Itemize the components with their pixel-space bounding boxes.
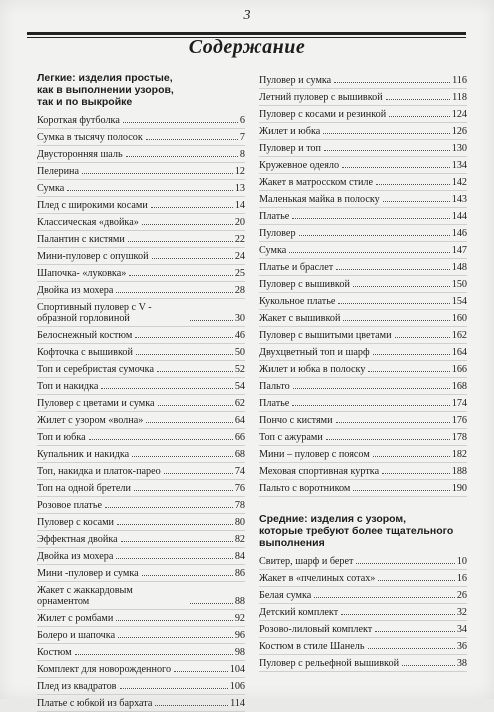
toc-entry[interactable] xyxy=(37,695,245,712)
toc-entry-page: 182 xyxy=(451,449,467,460)
dot-leader xyxy=(142,575,233,576)
toc-entry[interactable] xyxy=(37,678,245,695)
toc-entry[interactable] xyxy=(259,553,467,570)
toc-entry-title: Пальто xyxy=(259,381,290,392)
toc-entry[interactable] xyxy=(259,293,467,310)
toc-entry-page: 28 xyxy=(234,285,245,296)
dot-leader xyxy=(146,422,232,423)
toc-entry[interactable] xyxy=(259,140,467,157)
dot-leader xyxy=(132,456,233,457)
toc-entry-page: 34 xyxy=(456,624,467,635)
toc-entry-page: 12 xyxy=(234,166,245,177)
toc-entry-title: Жилет и юбка в полоску xyxy=(259,364,366,375)
toc-entry-page: 106 xyxy=(229,681,245,692)
dot-leader xyxy=(151,207,233,208)
page-number: 3 xyxy=(243,8,251,23)
toc-entry[interactable] xyxy=(37,548,245,565)
toc-list-medium xyxy=(259,553,467,672)
toc-entry-page: 62 xyxy=(234,398,245,409)
dot-leader xyxy=(368,371,449,372)
toc-entry-title: Жакет с вышивкой xyxy=(259,313,341,324)
toc-entry[interactable] xyxy=(37,361,245,378)
toc-entry-page: 96 xyxy=(234,630,245,641)
toc-list-easy-continued xyxy=(259,72,467,497)
toc-entry-page: 92 xyxy=(234,613,245,624)
toc-entry[interactable] xyxy=(37,163,245,180)
toc-entry[interactable] xyxy=(37,231,245,248)
toc-entry-title: Эффектная двойка xyxy=(37,534,118,545)
toc-entry[interactable] xyxy=(37,565,245,582)
toc-entry[interactable] xyxy=(37,344,245,361)
dot-leader xyxy=(82,173,233,174)
toc-entry[interactable] xyxy=(37,248,245,265)
toc-entry[interactable] xyxy=(259,259,467,276)
toc-entry-title: Пуловер с рельефной вышивкой xyxy=(259,658,400,669)
toc-entry-title: Мини -пуловер и сумка xyxy=(37,568,139,579)
dot-leader xyxy=(129,275,232,276)
dot-leader xyxy=(174,671,228,672)
toc-entry[interactable] xyxy=(37,480,245,497)
dot-leader xyxy=(376,184,450,185)
toc-entry-page: 14 xyxy=(234,200,245,211)
dot-leader xyxy=(378,580,454,581)
dot-leader xyxy=(105,507,233,508)
dot-leader xyxy=(343,320,449,321)
toc-entry-title: Пуловер и сумка xyxy=(259,75,332,86)
toc-entry-page: 25 xyxy=(234,268,245,279)
toc-entry[interactable] xyxy=(259,327,467,344)
toc-column-right xyxy=(259,72,467,672)
dot-leader xyxy=(395,337,450,338)
toc-entry-title: Меховая спортивная куртка xyxy=(259,466,380,477)
dot-leader xyxy=(338,303,449,304)
toc-entry-title: Кружевное одеяло xyxy=(259,160,340,171)
toc-entry-page: 74 xyxy=(234,466,245,477)
toc-entry-title: Купальник и накидка xyxy=(37,449,130,460)
toc-entry-title: Мини – пуловер с поясом xyxy=(259,449,370,460)
dot-leader xyxy=(152,258,233,259)
toc-entry-page: 164 xyxy=(451,347,467,358)
toc-entry-page: 88 xyxy=(234,596,245,607)
toc-entry-title: Пелерина xyxy=(37,166,80,177)
toc-entry-title: Топ и серебристая сумочка xyxy=(37,364,154,375)
toc-entry[interactable] xyxy=(259,72,467,89)
toc-entry[interactable] xyxy=(37,497,245,514)
toc-entry[interactable] xyxy=(259,378,467,395)
toc-entry-title: Жилет с ромбами xyxy=(37,613,114,624)
toc-entry-page: 8 xyxy=(239,149,245,160)
toc-entry[interactable] xyxy=(259,463,467,480)
toc-entry-page: 7 xyxy=(239,132,245,143)
toc-entry-page: 150 xyxy=(451,279,467,290)
toc-entry-page: 22 xyxy=(234,234,245,245)
toc-entry[interactable] xyxy=(259,89,467,106)
toc-entry-title: Сумка xyxy=(259,245,287,256)
dot-leader xyxy=(116,292,232,293)
toc-entry-page: 6 xyxy=(239,115,245,126)
toc-entry-title: Кукольное платье xyxy=(259,296,336,307)
toc-entry[interactable] xyxy=(37,429,245,446)
dot-leader xyxy=(164,473,233,474)
toc-entry-page: 118 xyxy=(452,92,467,103)
toc-entry-title: Пуловер с вышивкой xyxy=(259,279,350,290)
toc-entry-title: Костюм в стиле Шанель xyxy=(259,641,365,652)
toc-entry-page: 160 xyxy=(451,313,467,324)
toc-entry-title: Жилет и юбка xyxy=(259,126,321,137)
section-gap xyxy=(259,497,467,513)
section-heading-line: так и по выкройке xyxy=(37,96,133,108)
dot-leader xyxy=(146,139,238,140)
toc-entry[interactable] xyxy=(259,446,467,463)
dot-leader xyxy=(342,167,450,168)
toc-entry[interactable] xyxy=(37,610,245,627)
toc-entry-title: Жилет с узором «волна» xyxy=(37,415,144,426)
dot-leader xyxy=(101,388,232,389)
toc-entry-title: Болеро и шапочка xyxy=(37,630,116,641)
toc-entry-title: Платье с юбкой из бархата xyxy=(37,698,153,709)
toc-entry-title: Шапочка- «луковка» xyxy=(37,268,127,279)
toc-entry[interactable] xyxy=(37,582,245,610)
toc-entry-title: Двойка из мохера xyxy=(37,551,114,562)
dot-leader xyxy=(292,405,449,406)
dot-leader xyxy=(299,235,450,236)
dot-leader xyxy=(323,133,449,134)
toc-entry[interactable] xyxy=(259,106,467,123)
toc-entry-title: Платье и браслет xyxy=(259,262,334,273)
toc-entry[interactable] xyxy=(259,123,467,140)
toc-entry-page: 10 xyxy=(456,556,467,567)
section-heading-line: Легкие: изделия простые, xyxy=(37,72,173,84)
toc-entry-title: Пуловер с цветами и сумка xyxy=(37,398,155,409)
toc-entry[interactable] xyxy=(37,514,245,531)
toc-entry-page: 114 xyxy=(230,698,245,709)
dot-leader xyxy=(314,597,454,598)
toc-entry-title: Двухцветный топ и шарф xyxy=(259,347,370,358)
toc-entry[interactable] xyxy=(259,655,467,672)
toc-entry-title: Пальто с воротником xyxy=(259,483,351,494)
section-heading-easy xyxy=(37,72,245,108)
toc-entry-title: Кофточка с вышивкой xyxy=(37,347,133,358)
dot-leader xyxy=(356,563,454,564)
toc-entry-page: 24 xyxy=(234,251,245,262)
toc-entry-title: Детский комплект xyxy=(259,607,339,618)
toc-entry-title: Розовое платье xyxy=(37,500,103,511)
toc-entry-title: Спортивный пуловер с V - образной горловиной xyxy=(37,302,152,324)
toc-entry[interactable] xyxy=(37,378,245,395)
toc-entry[interactable] xyxy=(37,299,245,327)
dot-leader xyxy=(128,241,233,242)
toc-entry-title: Топ и накидка xyxy=(37,381,99,392)
dot-leader xyxy=(75,654,233,655)
dot-leader xyxy=(334,82,450,83)
toc-entry[interactable] xyxy=(259,276,467,293)
dot-leader xyxy=(336,422,450,423)
toc-entry[interactable] xyxy=(259,191,467,208)
toc-entry-title: Топ с ажурами xyxy=(259,432,323,443)
dot-leader xyxy=(158,405,233,406)
toc-entry-page: 166 xyxy=(451,364,467,375)
toc-entry[interactable] xyxy=(37,214,245,231)
toc-entry[interactable] xyxy=(37,531,245,548)
dot-leader xyxy=(118,637,233,638)
toc-entry-title: Свитер, шарф и берет xyxy=(259,556,354,567)
toc-entry[interactable] xyxy=(259,361,467,378)
dot-leader xyxy=(155,705,228,706)
dot-leader xyxy=(134,490,233,491)
toc-entry-page: 68 xyxy=(234,449,245,460)
toc-entry-page: 82 xyxy=(234,534,245,545)
dot-leader xyxy=(382,473,450,474)
dot-leader xyxy=(383,201,450,202)
toc-entry[interactable] xyxy=(37,112,245,129)
toc-entry[interactable] xyxy=(37,282,245,299)
section-heading-line: выполнения xyxy=(259,537,325,549)
toc-entry-title: Розово-лиловый комплект xyxy=(259,624,373,635)
dot-leader xyxy=(120,688,228,689)
toc-entry[interactable] xyxy=(259,242,467,259)
toc-entry-page: 104 xyxy=(229,664,245,675)
toc-entry-title: Жакет в матросском стиле xyxy=(259,177,374,188)
dot-leader xyxy=(136,354,233,355)
toc-entry-title: Двусторонняя шаль xyxy=(37,149,123,160)
toc-entry-page: 52 xyxy=(234,364,245,375)
toc-entry[interactable] xyxy=(37,412,245,429)
toc-entry-page: 162 xyxy=(451,330,467,341)
toc-entry-title: Платье xyxy=(259,398,290,409)
dot-leader xyxy=(375,631,455,632)
dot-leader xyxy=(289,252,449,253)
dot-leader xyxy=(386,99,450,100)
dot-leader xyxy=(293,388,450,389)
dot-leader xyxy=(142,224,233,225)
toc-entry-title: Жакет с жаккардовым орнаментом xyxy=(37,585,133,607)
toc-entry-title: Мини-пуловер с опушкой xyxy=(37,251,149,262)
toc-entry-title: Пуловер с вышитыми цветами xyxy=(259,330,392,341)
dot-leader xyxy=(126,156,238,157)
toc-entry-title: Пуловер с косами и резинкой xyxy=(259,109,387,120)
dot-leader xyxy=(117,524,233,525)
toc-entry[interactable] xyxy=(259,344,467,361)
toc-entry[interactable] xyxy=(37,327,245,344)
toc-column-left xyxy=(37,72,245,712)
toc-entry-title: Жакет в «пчелиных сотах» xyxy=(259,573,376,584)
toc-entry-title: Сумка в тысячу полосок xyxy=(37,132,143,143)
toc-entry[interactable] xyxy=(259,208,467,225)
section-heading-line: как в выполнении узоров, xyxy=(37,84,174,96)
dot-leader xyxy=(324,150,450,151)
toc-entry-title: Платье xyxy=(259,211,290,222)
toc-entry[interactable] xyxy=(37,197,245,214)
toc-entry[interactable] xyxy=(259,621,467,638)
dot-leader xyxy=(326,439,450,440)
toc-entry-page: 36 xyxy=(456,641,467,652)
page-title: Содержание xyxy=(188,36,306,58)
toc-entry-page: 78 xyxy=(234,500,245,511)
dot-leader xyxy=(368,648,455,649)
toc-entry-page: 144 xyxy=(451,211,467,222)
toc-entry-page: 174 xyxy=(451,398,467,409)
dot-leader xyxy=(353,286,450,287)
toc-entry[interactable] xyxy=(37,661,245,678)
toc-entry-title: Пуловер с косами xyxy=(37,517,115,528)
toc-entry-page: 46 xyxy=(234,330,245,341)
toc-entry[interactable] xyxy=(259,638,467,655)
dot-leader xyxy=(89,439,233,440)
toc-entry[interactable] xyxy=(37,644,245,661)
section-heading-line: Средние: изделия с узором, xyxy=(259,513,407,525)
toc-entry-page: 178 xyxy=(451,432,467,443)
toc-entry-title: Сумка xyxy=(37,183,65,194)
toc-entry-page: 188 xyxy=(451,466,467,477)
toc-entry-title: Костюм xyxy=(37,647,72,658)
dot-leader xyxy=(135,337,233,338)
toc-entry-page: 168 xyxy=(451,381,467,392)
toc-entry-title: Палантин с кистями xyxy=(37,234,125,245)
dot-leader xyxy=(67,190,233,191)
toc-entry-page: 147 xyxy=(451,245,467,256)
dot-leader xyxy=(389,116,450,117)
toc-entry-page: 38 xyxy=(456,658,467,669)
toc-entry-page: 98 xyxy=(234,647,245,658)
toc-entry-title: Пончо с кистями xyxy=(259,415,333,426)
toc-entry-page: 86 xyxy=(234,568,245,579)
section-heading-line: которые требуют более тщательного xyxy=(259,525,454,537)
toc-entry[interactable] xyxy=(37,627,245,644)
toc-entry[interactable] xyxy=(259,604,467,621)
dot-leader xyxy=(353,490,449,491)
toc-entry-page: 26 xyxy=(456,590,467,601)
toc-entry-title: Топ, накидка и платок-парео xyxy=(37,466,161,477)
toc-entry-page: 176 xyxy=(451,415,467,426)
dot-leader xyxy=(190,603,233,604)
dot-leader xyxy=(336,269,449,270)
toc-entry-page: 54 xyxy=(234,381,245,392)
toc-entry[interactable] xyxy=(259,412,467,429)
toc-entry-title: Белоснежный костюм xyxy=(37,330,133,341)
toc-entry[interactable] xyxy=(37,395,245,412)
toc-entry-title: Классическая «двойка» xyxy=(37,217,139,228)
toc-entry-page: 76 xyxy=(234,483,245,494)
toc-entry[interactable] xyxy=(37,146,245,163)
dot-leader xyxy=(373,456,450,457)
toc-entry[interactable] xyxy=(259,429,467,446)
toc-list-easy xyxy=(37,112,245,712)
toc-entry-page: 146 xyxy=(451,228,467,239)
toc-entry[interactable] xyxy=(37,463,245,480)
toc-entry[interactable] xyxy=(37,446,245,463)
toc-entry-page: 50 xyxy=(234,347,245,358)
section-heading-medium xyxy=(259,513,467,549)
toc-entry[interactable] xyxy=(259,157,467,174)
toc-entry-page: 190 xyxy=(451,483,467,494)
toc-entry-title: Пуловер xyxy=(259,228,296,239)
dot-leader xyxy=(341,614,455,615)
toc-entry-title: Комплект для новорожденного xyxy=(37,664,172,675)
toc-entry-title: Короткая футболка xyxy=(37,115,120,126)
toc-entry-title: Топ на одной бретели xyxy=(37,483,131,494)
dot-leader xyxy=(402,665,455,666)
toc-entry-title: Маленькая майка в полоску xyxy=(259,194,380,205)
toc-entry-page: 130 xyxy=(451,143,467,154)
dot-leader xyxy=(292,218,449,219)
toc-entry-page: 30 xyxy=(234,313,245,324)
dot-leader xyxy=(190,320,233,321)
toc-entry[interactable] xyxy=(259,395,467,412)
toc-entry[interactable] xyxy=(259,225,467,242)
toc-entry-page: 148 xyxy=(451,262,467,273)
toc-entry[interactable] xyxy=(259,174,467,191)
toc-entry-page: 116 xyxy=(452,75,467,86)
toc-entry[interactable] xyxy=(259,480,467,497)
toc-entry-title: Топ и юбка xyxy=(37,432,86,443)
toc-entry-title: Белая сумка xyxy=(259,590,312,601)
toc-entry[interactable] xyxy=(259,587,467,604)
toc-entry-page: 64 xyxy=(234,415,245,426)
toc-entry-title: Летний пуловер с вышивкой xyxy=(259,92,383,103)
toc-entry-page: 143 xyxy=(451,194,467,205)
toc-entry-title: Двойка из мохера xyxy=(37,285,114,296)
toc-entry[interactable] xyxy=(259,570,467,587)
toc-entry-page: 16 xyxy=(456,573,467,584)
toc-entry-page: 66 xyxy=(234,432,245,443)
dot-leader xyxy=(116,558,232,559)
toc-entry-page: 126 xyxy=(451,126,467,137)
toc-entry-page: 80 xyxy=(234,517,245,528)
toc-entry[interactable] xyxy=(37,265,245,282)
toc-entry-title: Пуловер и топ xyxy=(259,143,321,154)
dot-leader xyxy=(116,620,233,621)
toc-entry-page: 84 xyxy=(234,551,245,562)
dot-leader xyxy=(123,122,238,123)
toc-entry-page: 124 xyxy=(451,109,467,120)
toc-entry-page: 142 xyxy=(451,177,467,188)
toc-entry-page: 20 xyxy=(234,217,245,228)
toc-entry-page: 13 xyxy=(234,183,245,194)
dot-leader xyxy=(373,354,450,355)
toc-entry[interactable] xyxy=(37,129,245,146)
toc-entry-title: Плед с широкими косами xyxy=(37,200,148,211)
toc-entry-page: 154 xyxy=(451,296,467,307)
dot-leader xyxy=(121,541,233,542)
toc-entry[interactable] xyxy=(259,310,467,327)
toc-entry[interactable] xyxy=(37,180,245,197)
toc-entry-page: 32 xyxy=(456,607,467,618)
toc-entry-page: 134 xyxy=(451,160,467,171)
dot-leader xyxy=(157,371,233,372)
toc-entry-title: Плед из квадратов xyxy=(37,681,117,692)
